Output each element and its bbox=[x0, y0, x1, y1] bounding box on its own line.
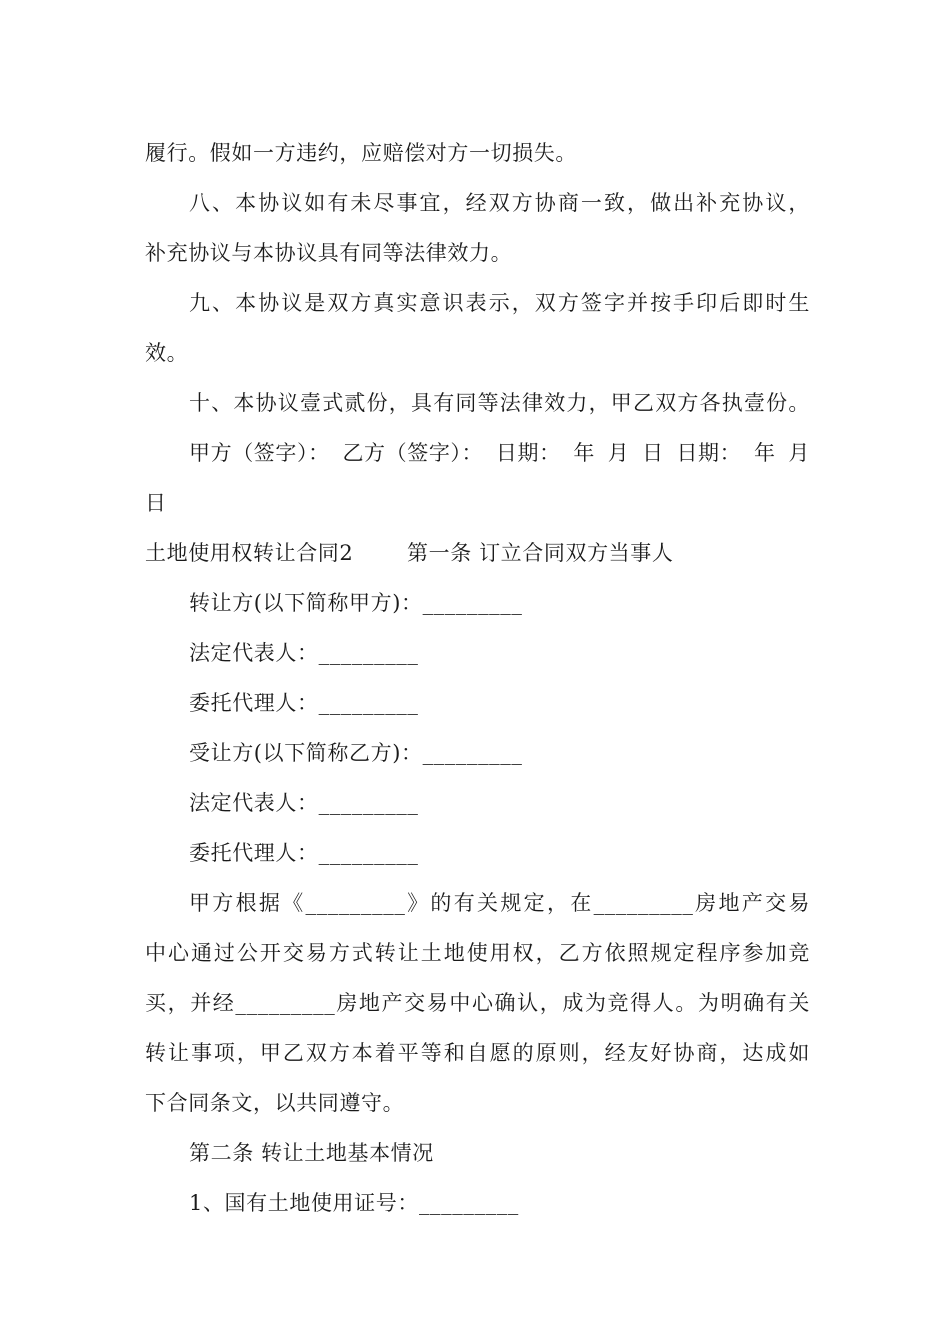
legal-rep-b-field: 法定代表人：_________ bbox=[189, 791, 419, 815]
year-label: 年 bbox=[754, 441, 776, 465]
paragraph-line: 转让事项，甲乙双方本着平等和自愿的原则，经友好协商，达成如 bbox=[145, 1041, 810, 1065]
clause-nine: 九、本协议是双方真实意识表示，双方签字并按手印后即时生 bbox=[189, 291, 810, 315]
document-page bbox=[145, 128, 810, 1228]
signature-line bbox=[145, 428, 810, 478]
text-line: 履行。假如一方违约，应赔偿对方一切损失。 bbox=[145, 141, 577, 165]
month-label: 月 bbox=[788, 441, 810, 465]
agent-b-field: 委托代理人：_________ bbox=[189, 841, 419, 865]
legal-rep-a-field: 法定代表人：_________ bbox=[189, 641, 419, 665]
party-b-signature-label: 乙方（签字）： bbox=[342, 441, 484, 465]
date-label: 日期： bbox=[676, 441, 742, 465]
paragraph-line: 买，并经_________房地产交易中心确认，成为竞得人。为明确有关 bbox=[145, 991, 810, 1015]
party-a-signature-label: 甲方（签字）： bbox=[189, 441, 330, 465]
text-line: 日 bbox=[145, 491, 167, 515]
contract-heading bbox=[145, 528, 810, 578]
text-line: 补充协议与本协议具有同等法律效力。 bbox=[145, 241, 513, 265]
article-two-heading: 第二条 转让土地基本情况 bbox=[189, 1141, 434, 1165]
contract-title: 土地使用权转让合同2 bbox=[145, 541, 354, 565]
clause-eight: 八、本协议如有未尽事宜，经双方协商一致，做出补充协议， bbox=[189, 191, 810, 215]
paragraph-line: 甲方根据《_________》的有关规定，在_________房地产交易 bbox=[189, 891, 810, 915]
year-label: 年 bbox=[573, 441, 596, 465]
transferee-field: 受让方(以下简称乙方)：_________ bbox=[189, 741, 523, 765]
paragraph-line: 中心通过公开交易方式转让土地使用权，乙方依照规定程序参加竞 bbox=[145, 941, 810, 965]
agent-a-field: 委托代理人：_________ bbox=[189, 691, 419, 715]
text-line: 效。 bbox=[145, 341, 189, 365]
day-label: 日 bbox=[642, 441, 664, 465]
date-label: 日期： bbox=[495, 441, 561, 465]
clause-ten: 十、本协议壹式贰份，具有同等法律效力，甲乙双方各执壹份。 bbox=[189, 391, 810, 415]
month-label: 月 bbox=[607, 441, 630, 465]
paragraph-line: 下合同条文，以共同遵守。 bbox=[145, 1091, 405, 1115]
transferor-field: 转让方(以下简称甲方)：_________ bbox=[189, 591, 523, 615]
article-one-heading: 第一条 订立合同双方当事人 bbox=[407, 541, 674, 565]
land-cert-field: 1、国有土地使用证号：_________ bbox=[189, 1191, 519, 1215]
